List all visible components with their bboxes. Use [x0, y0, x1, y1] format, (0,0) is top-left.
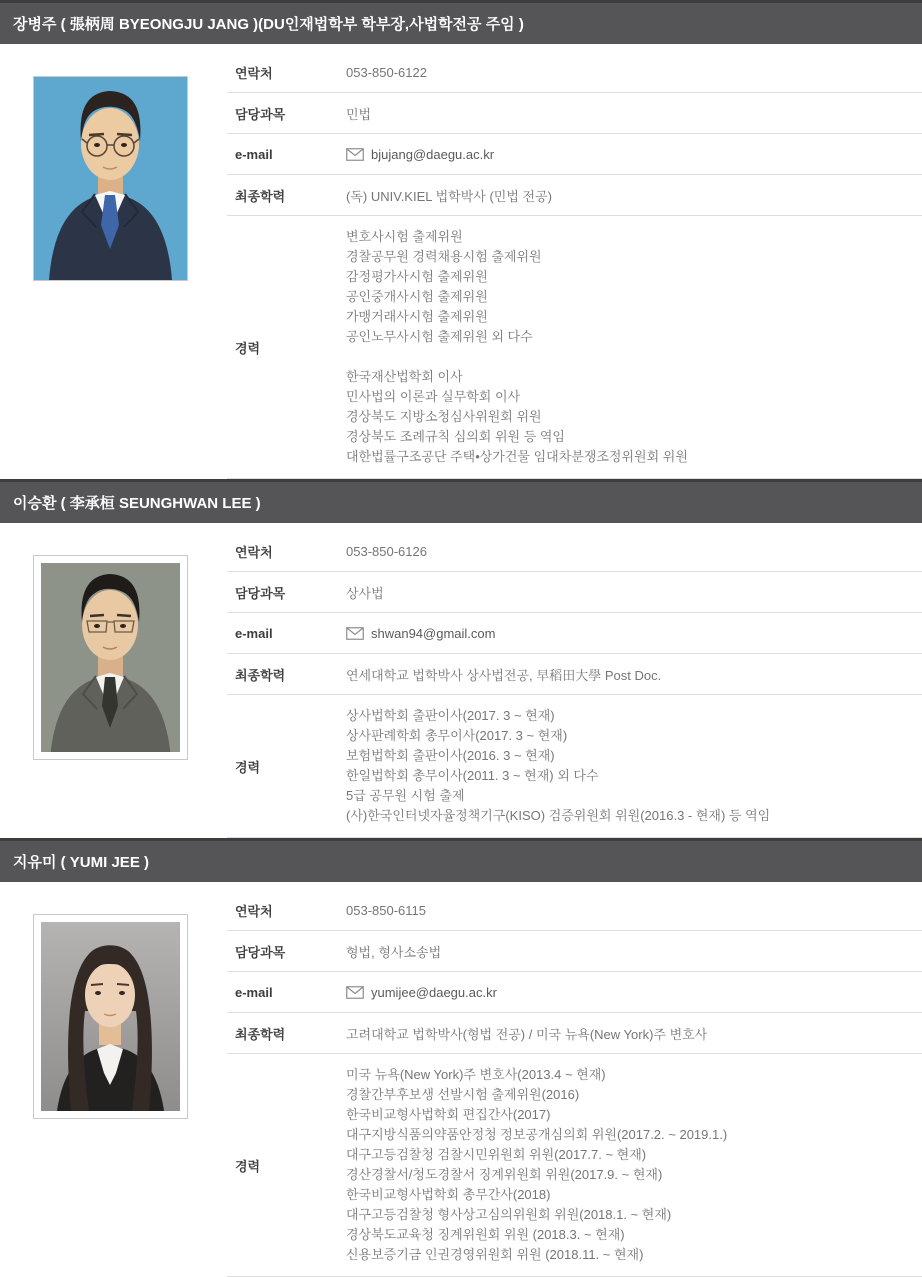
career-item: 공인중개사시험 출제위원 [346, 289, 488, 304]
email-value[interactable] [346, 147, 922, 162]
career-item: 경산경찰서/청도경찰서 징계위원회 위원(2017.9. ~ 현재) [346, 1167, 663, 1182]
professor-photo [33, 555, 188, 760]
row-label-career: 경력 [235, 1158, 261, 1174]
career-item: 경상북도 지방소청심사위원회 위원 [346, 409, 542, 424]
education-value: 연세대학교 법학박사 상사법전공, 早稻田大學 Post Doc. [346, 667, 662, 683]
row-label-contact: 연락처 [235, 903, 273, 919]
career-item: 가맹거래사시험 출제위원 [346, 309, 488, 324]
career-item: 보험법학회 출판이사(2016. 3 ~ 현재) [346, 748, 555, 763]
row-label-career: 경력 [235, 340, 261, 356]
email-value[interactable] [346, 626, 922, 641]
career-item: (사)한국인터넷자율정책기구(KISO) 검증위원회 위원(2016.3 - 현재) 등 역임 [346, 808, 771, 823]
courses-value: 민법 [346, 106, 372, 122]
career-item: 감정평가사시험 출제위원 [346, 269, 488, 284]
envelope-icon [346, 986, 364, 999]
professor-name: 지유미 ( YUMI JEE ) [13, 854, 149, 871]
career-item: 경찰간부후보생 선발시험 출제위원(2016) [346, 1087, 580, 1102]
row-label-courses: 담당과목 [235, 106, 286, 122]
professor-photo [33, 76, 188, 281]
info-row-education [227, 1013, 922, 1054]
info-row-education [227, 654, 922, 695]
career-item: 신용보증기금 인권경영위원회 위원 (2018.11. ~ 현재) [346, 1247, 644, 1262]
professor-profile-jang [0, 0, 922, 479]
info-row-courses [227, 572, 922, 613]
envelope-icon [346, 627, 364, 640]
portrait-woman-icon [34, 915, 187, 1118]
email-address[interactable]: yumijee@daegu.ac.kr [371, 984, 497, 1000]
career-item: 5급 공무원 시험 출제 [346, 788, 465, 803]
info-row-career [227, 216, 922, 479]
career-item: 변호사시험 출제위원 [346, 229, 463, 244]
career-item: 경상북도교육청 징계위원회 위원 (2018.3. ~ 현재) [346, 1227, 625, 1242]
email-address[interactable]: shwan94@gmail.com [371, 625, 496, 641]
courses-value: 상사법 [346, 585, 384, 601]
row-label-email: e-mail [235, 984, 273, 1000]
professor-name-bar [0, 838, 922, 882]
career-item: 한일법학회 총무이사(2011. 3 ~ 현재) 외 다수 [346, 768, 599, 783]
professor-profile-jee [0, 838, 922, 1277]
education-value: (독) UNIV.KIEL 법학박사 (민법 전공) [346, 188, 552, 204]
info-row-contact [227, 531, 922, 572]
portrait-man-gray-icon [34, 556, 187, 759]
row-label-contact: 연락처 [235, 65, 273, 81]
contact-value: 053-850-6115 [346, 902, 426, 918]
career-item: 한국재산법학회 이사 [346, 369, 463, 384]
career-item: 공인노무사시험 출제위원 외 다수 [346, 329, 533, 344]
career-item: 한국비교형사법학회 편집간사(2017) [346, 1107, 551, 1122]
portrait-man-blue-icon [34, 77, 187, 280]
info-row-contact [227, 52, 922, 93]
professor-name: 장병주 ( 張柄周 BYEONGJU JANG )(DU인재법학부 학부장,사법학전공 주임 ) [13, 16, 524, 33]
row-label-education: 최종학력 [235, 188, 286, 204]
career-list [346, 216, 922, 478]
info-row-education [227, 175, 922, 216]
professor-name: 이승환 ( 李承桓 SEUNGHWAN LEE ) [13, 495, 261, 512]
envelope-icon [346, 148, 364, 161]
professor-profile-lee [0, 479, 922, 838]
career-item: 상사판례학회 총무이사(2017. 3 ~ 현재) [346, 728, 568, 743]
info-row-courses [227, 93, 922, 134]
career-item: 대구지방식품의약품안정청 정보공개심의회 위원(2017.2. ~ 2019.1.) [346, 1127, 728, 1142]
row-label-career: 경력 [235, 759, 261, 775]
professor-name-bar [0, 479, 922, 523]
career-item: 경상북도 조례규칙 심의회 위원 등 역임 [346, 429, 565, 444]
info-row-contact [227, 890, 922, 931]
courses-value: 형법, 형사소송법 [346, 944, 442, 960]
row-label-courses: 담당과목 [235, 944, 286, 960]
career-item: 대구고등검찰청 형사상고심의위원회 위원(2018.1. ~ 현재) [346, 1207, 672, 1222]
career-item: 경찰공무원 경력채용시험 출제위원 [346, 249, 542, 264]
info-row-email [227, 134, 922, 175]
info-row-career [227, 1054, 922, 1277]
row-label-contact: 연락처 [235, 544, 273, 560]
career-list [346, 1054, 922, 1276]
career-item [346, 347, 922, 367]
row-label-education: 최종학력 [235, 667, 286, 683]
education-value: 고려대학교 법학박사(형법 전공) / 미국 뉴욕(New York)주 변호사 [346, 1026, 708, 1042]
row-label-email: e-mail [235, 625, 273, 641]
career-item: 대한법률구조공단 주택•상가건물 임대차분쟁조정위원회 위원 [346, 449, 688, 464]
info-row-email [227, 972, 922, 1013]
career-item: 미국 뉴욕(New York)주 변호사(2013.4 ~ 현재) [346, 1067, 606, 1082]
row-label-education: 최종학력 [235, 1026, 286, 1042]
career-item: 민사법의 이론과 실무학회 이사 [346, 389, 521, 404]
row-label-courses: 담당과목 [235, 585, 286, 601]
email-value[interactable] [346, 985, 922, 1000]
info-row-career [227, 695, 922, 838]
info-row-email [227, 613, 922, 654]
professor-photo [33, 914, 188, 1119]
contact-value: 053-850-6122 [346, 64, 427, 80]
row-label-email: e-mail [235, 146, 273, 162]
career-list [346, 695, 922, 837]
career-item: 상사법학회 출판이사(2017. 3 ~ 현재) [346, 708, 555, 723]
career-item: 대구고등검찰청 검찰시민위원회 위원(2017.7. ~ 현재) [346, 1147, 647, 1162]
info-row-courses [227, 931, 922, 972]
professor-name-bar [0, 0, 922, 44]
contact-value: 053-850-6126 [346, 543, 427, 559]
email-address[interactable]: bjujang@daegu.ac.kr [371, 146, 495, 162]
career-item: 한국비교형사법학회 총무간사(2018) [346, 1187, 551, 1202]
